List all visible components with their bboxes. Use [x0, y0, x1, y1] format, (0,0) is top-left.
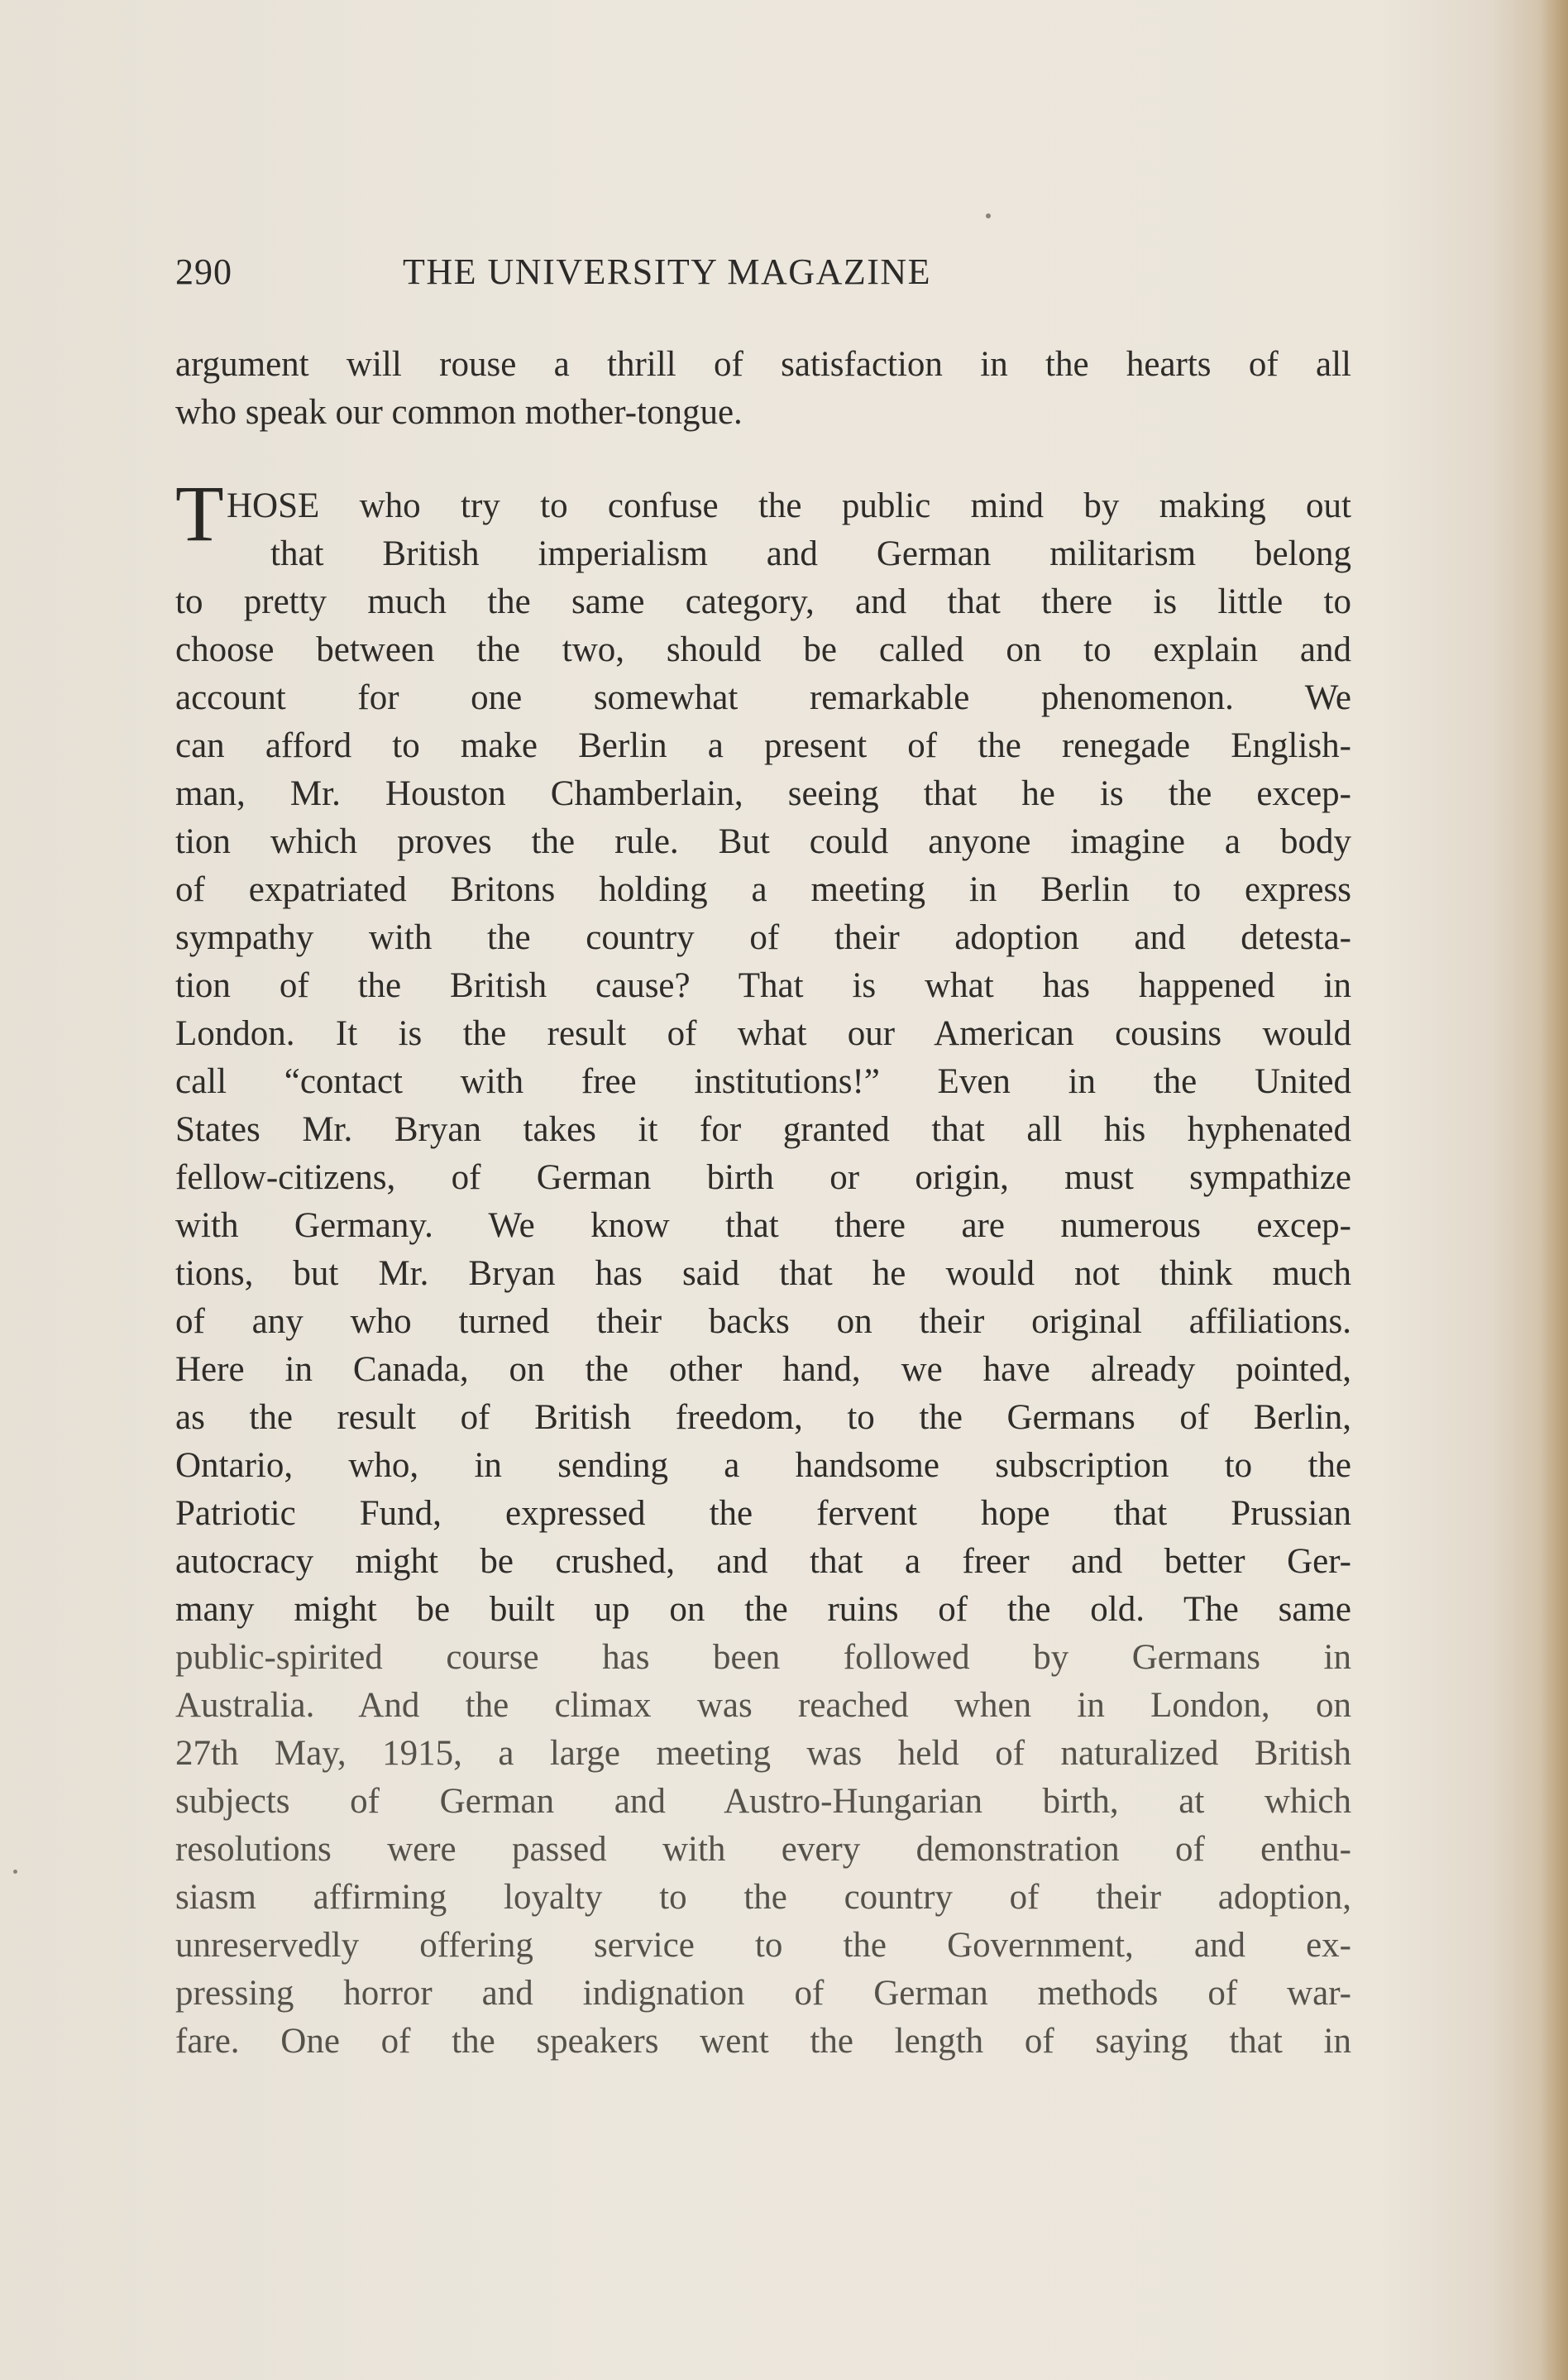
- text-line: to pretty much the same category, and that there is little to: [175, 582, 1351, 621]
- text-line: argument will rouse a thrill of satisfaction in the hearts of all: [175, 345, 1351, 384]
- text-line: tion of the British cause? That is what has happened in: [175, 966, 1351, 1005]
- text-line: with Germany. We know that there are numerous excep-: [175, 1206, 1351, 1245]
- text-line: HOSE who try to confuse the public mind by making out: [227, 486, 1351, 525]
- text-line: Australia. And the climax was reached when in London, on: [175, 1686, 1351, 1725]
- text-line: tions, but Mr. Bryan has said that he would not think much: [175, 1254, 1351, 1293]
- paragraph-continuation: [175, 341, 1351, 437]
- page-header: [175, 251, 1341, 300]
- text-line: siasm affirming loyalty to the country of their adoption,: [175, 1878, 1351, 1917]
- text-line: subjects of German and Austro-Hungarian birth, at which: [175, 1782, 1351, 1821]
- body-text: [175, 341, 1351, 2066]
- page-edge-shadow: [1540, 0, 1568, 2380]
- text-line: autocracy might be crushed, and that a freer and better Ger-: [175, 1542, 1351, 1581]
- text-line: pressing horror and indignation of German methods of war-: [175, 1974, 1351, 2013]
- text-line: as the result of British freedom, to the Germans of Berlin,: [175, 1398, 1351, 1437]
- text-line: call “contact with free institutions!” Even in the United: [175, 1062, 1351, 1101]
- text-line: fellow-citizens, of German birth or origin, must sympathize: [175, 1158, 1351, 1197]
- page-number: 290: [175, 251, 232, 292]
- text-line: who speak our common mother-tongue.: [175, 393, 743, 432]
- text-line: fare. One of the speakers went the length of saying that in: [175, 2022, 1351, 2061]
- text-line: sympathy with the country of their adoption and detesta-: [175, 918, 1351, 957]
- text-line: choose between the two, should be called on to explain and: [175, 630, 1351, 669]
- text-line: States Mr. Bryan takes it for granted that all his hyphenated: [175, 1110, 1351, 1149]
- text-line: many might be built up on the ruins of the old. The same: [175, 1590, 1351, 1629]
- text-line: man, Mr. Houston Chamberlain, seeing that he is the excep-: [175, 774, 1351, 813]
- running-title: THE UNIVERSITY MAGAZINE: [403, 251, 932, 292]
- text-line: public-spirited course has been followed by Germans in: [175, 1638, 1351, 1677]
- text-line: London. It is the result of what our American cousins would: [175, 1014, 1351, 1053]
- text-line: Ontario, who, in sending a handsome subscription to the: [175, 1446, 1351, 1485]
- text-line: that British imperialism and German militarism belong: [270, 534, 1351, 573]
- text-line: of expatriated Britons holding a meeting in Berlin to express: [175, 870, 1351, 909]
- text-line: account for one somewhat remarkable phenomenon. We: [175, 678, 1351, 717]
- text-line: Patriotic Fund, expressed the fervent hope that Prussian: [175, 1494, 1351, 1533]
- text-line: resolutions were passed with every demonstration of enthu-: [175, 1830, 1351, 1869]
- page-speck: [13, 1870, 17, 1874]
- text-line: tion which proves the rule. But could anyone imagine a body: [175, 822, 1351, 861]
- text-line: of any who turned their backs on their original affiliations.: [175, 1302, 1351, 1341]
- text-line: can afford to make Berlin a present of the renegade English-: [175, 726, 1351, 765]
- text-line: unreservedly offering service to the Government, and ex-: [175, 1926, 1351, 1965]
- paragraph-gap: [175, 437, 1351, 482]
- text-line: 27th May, 1915, a large meeting was held of naturalized British: [175, 1734, 1351, 1773]
- paragraph-main: [175, 469, 1351, 2066]
- drop-cap: T: [175, 469, 224, 558]
- page-speck: [986, 213, 991, 218]
- text-line: Here in Canada, on the other hand, we have already pointed,: [175, 1350, 1351, 1389]
